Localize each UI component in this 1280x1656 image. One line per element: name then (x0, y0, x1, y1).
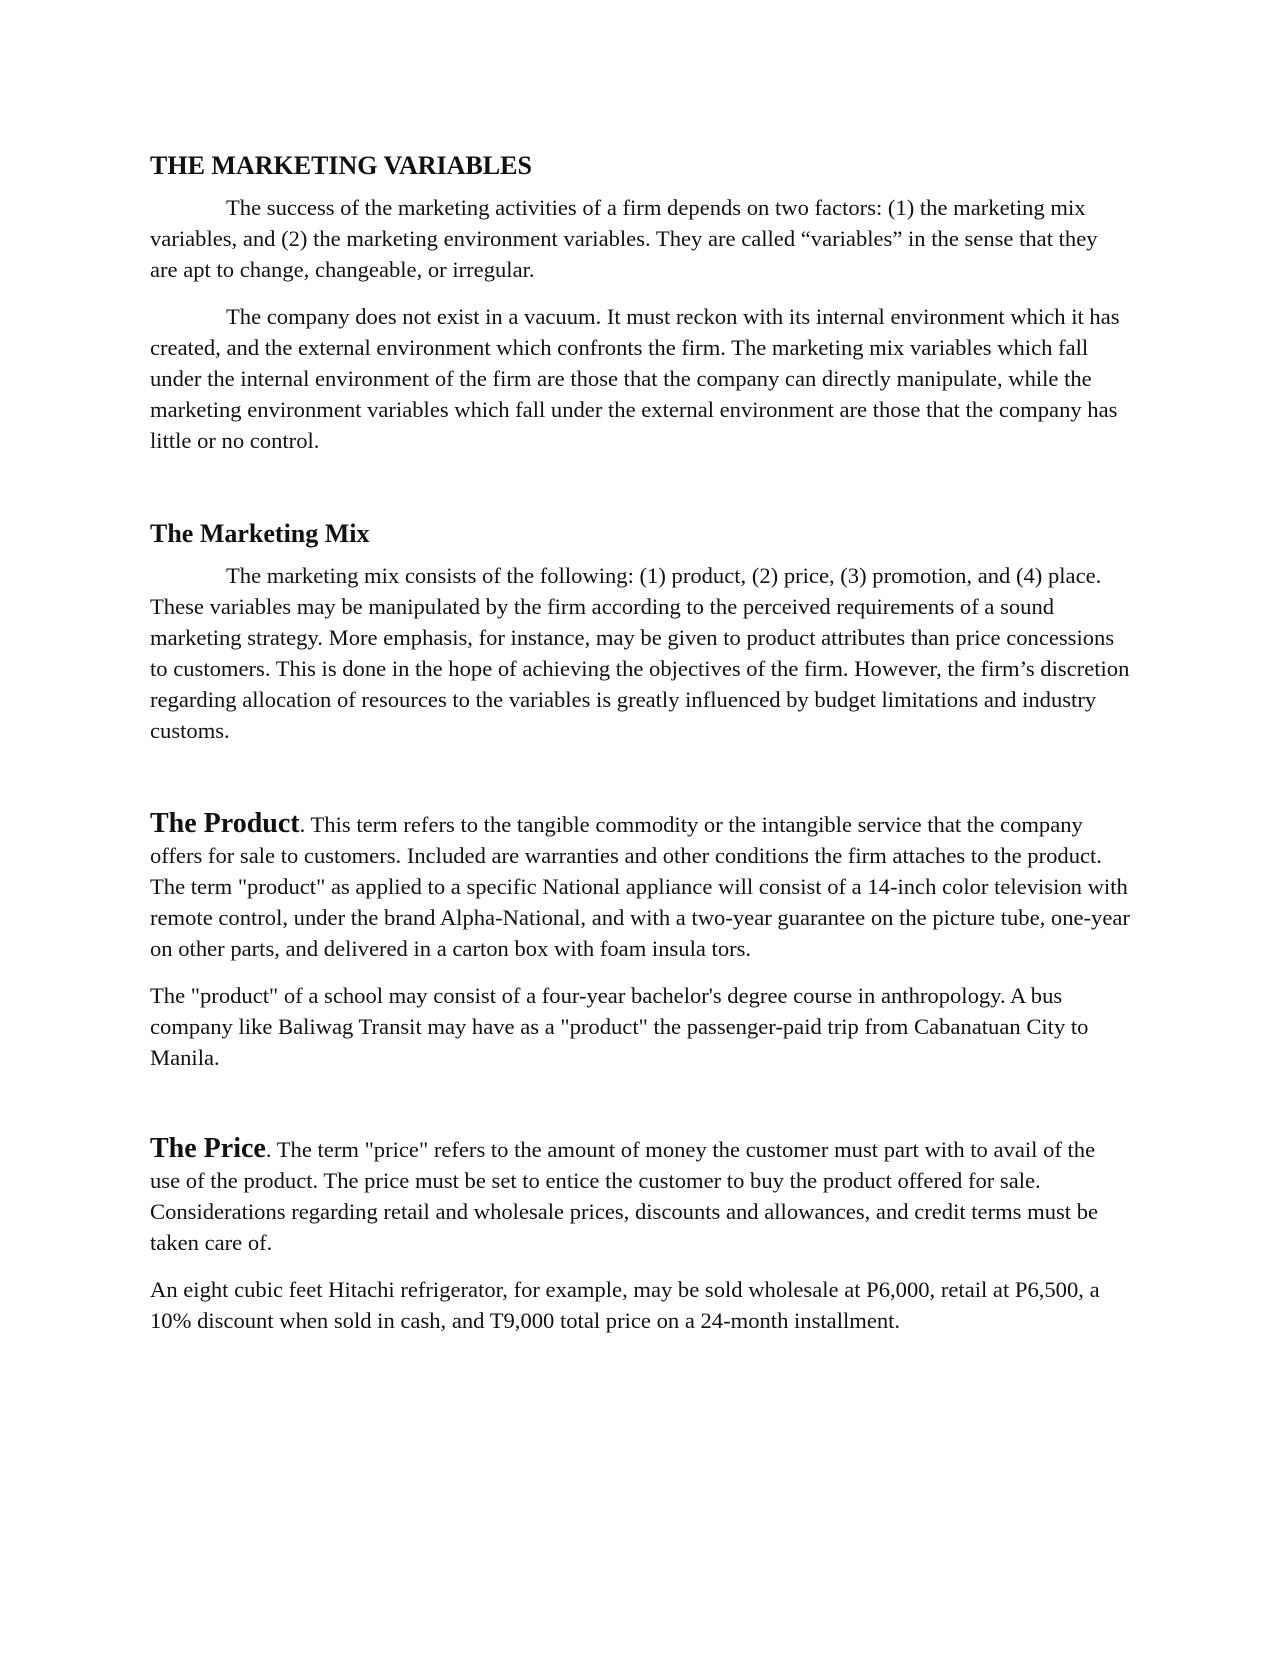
marketing-mix-heading: The Marketing Mix (150, 519, 370, 548)
product-paragraph-2: The "product" of a school may consist of a four-year bachelor's degree course in anthropology. A bus company like Baliwag Transit may have as a "product" the passenger-paid trip from Cabanatuan City to Manila. (150, 983, 1089, 1070)
product-heading: The Product (150, 808, 300, 839)
price-paragraph (150, 1133, 1130, 1258)
marketing-mix-paragraph: The marketing mix consists of the following: (1) product, (2) price, (3) promotion, and (4) place. These variables may be manipulated by the firm according to the perceived requirements of a sound marketing strategy. More emphasis, for instance, may be given to product attributes than price concessions to customers. This is done in the hope of achieving the objectives of the firm. However, the firm’s discretion regarding allocation of resources to the variables is greatly influenced by budget limitations and industry customs. (150, 563, 1130, 743)
document-page (150, 150, 1130, 1336)
page-title: THE MARKETING VARIABLES (150, 151, 532, 180)
intro-paragraph-1: The success of the marketing activities of a firm depends on two factors: (1) the marketing mix variables, and (2) the marketing environment variables. They are called “variables” in the sense that they are apt to change, changeable, or irregular. (150, 195, 1098, 282)
product-heading-punct: . (299, 812, 306, 837)
price-heading-punct: . (265, 1137, 272, 1162)
product-body: This term refers to the tangible commodity or the intangible service that the company offers for sale to customers. Included are warranties and other conditions the firm attaches to the product. The term "product" as applied to a specific National appliance will consist of a 14-inch color television with remote control, under the brand Alpha-National, and with a two-year guarantee on the picture tube, one-year on other parts, and delivered in a carton box with foam insula tors. (150, 812, 1130, 961)
product-paragraph (150, 808, 1130, 964)
price-paragraph-2: An eight cubic feet Hitachi refrigerator, for example, may be sold wholesale at P6,000, retail at P6,500, a 10% discount when sold in cash, and T9,000 total price on a 24-month installment. (150, 1277, 1100, 1333)
price-body: The term "price" refers to the amount of money the customer must part with to avail of the use of the product. The price must be set to entice the customer to buy the product offered for sale. Considerations regarding retail and wholesale prices, discounts and allowances, and credit terms must be taken care of. (150, 1137, 1099, 1255)
intro-paragraph-2: The company does not exist in a vacuum. It must reckon with its internal environment which it has created, and the external environment which confronts the firm. The marketing mix variables which fall under the internal environment of the firm are those that the company can directly manipulate, while the marketing environment variables which fall under the external environment are those that the company has little or no control. (150, 304, 1120, 453)
price-heading: The Price (150, 1133, 266, 1164)
